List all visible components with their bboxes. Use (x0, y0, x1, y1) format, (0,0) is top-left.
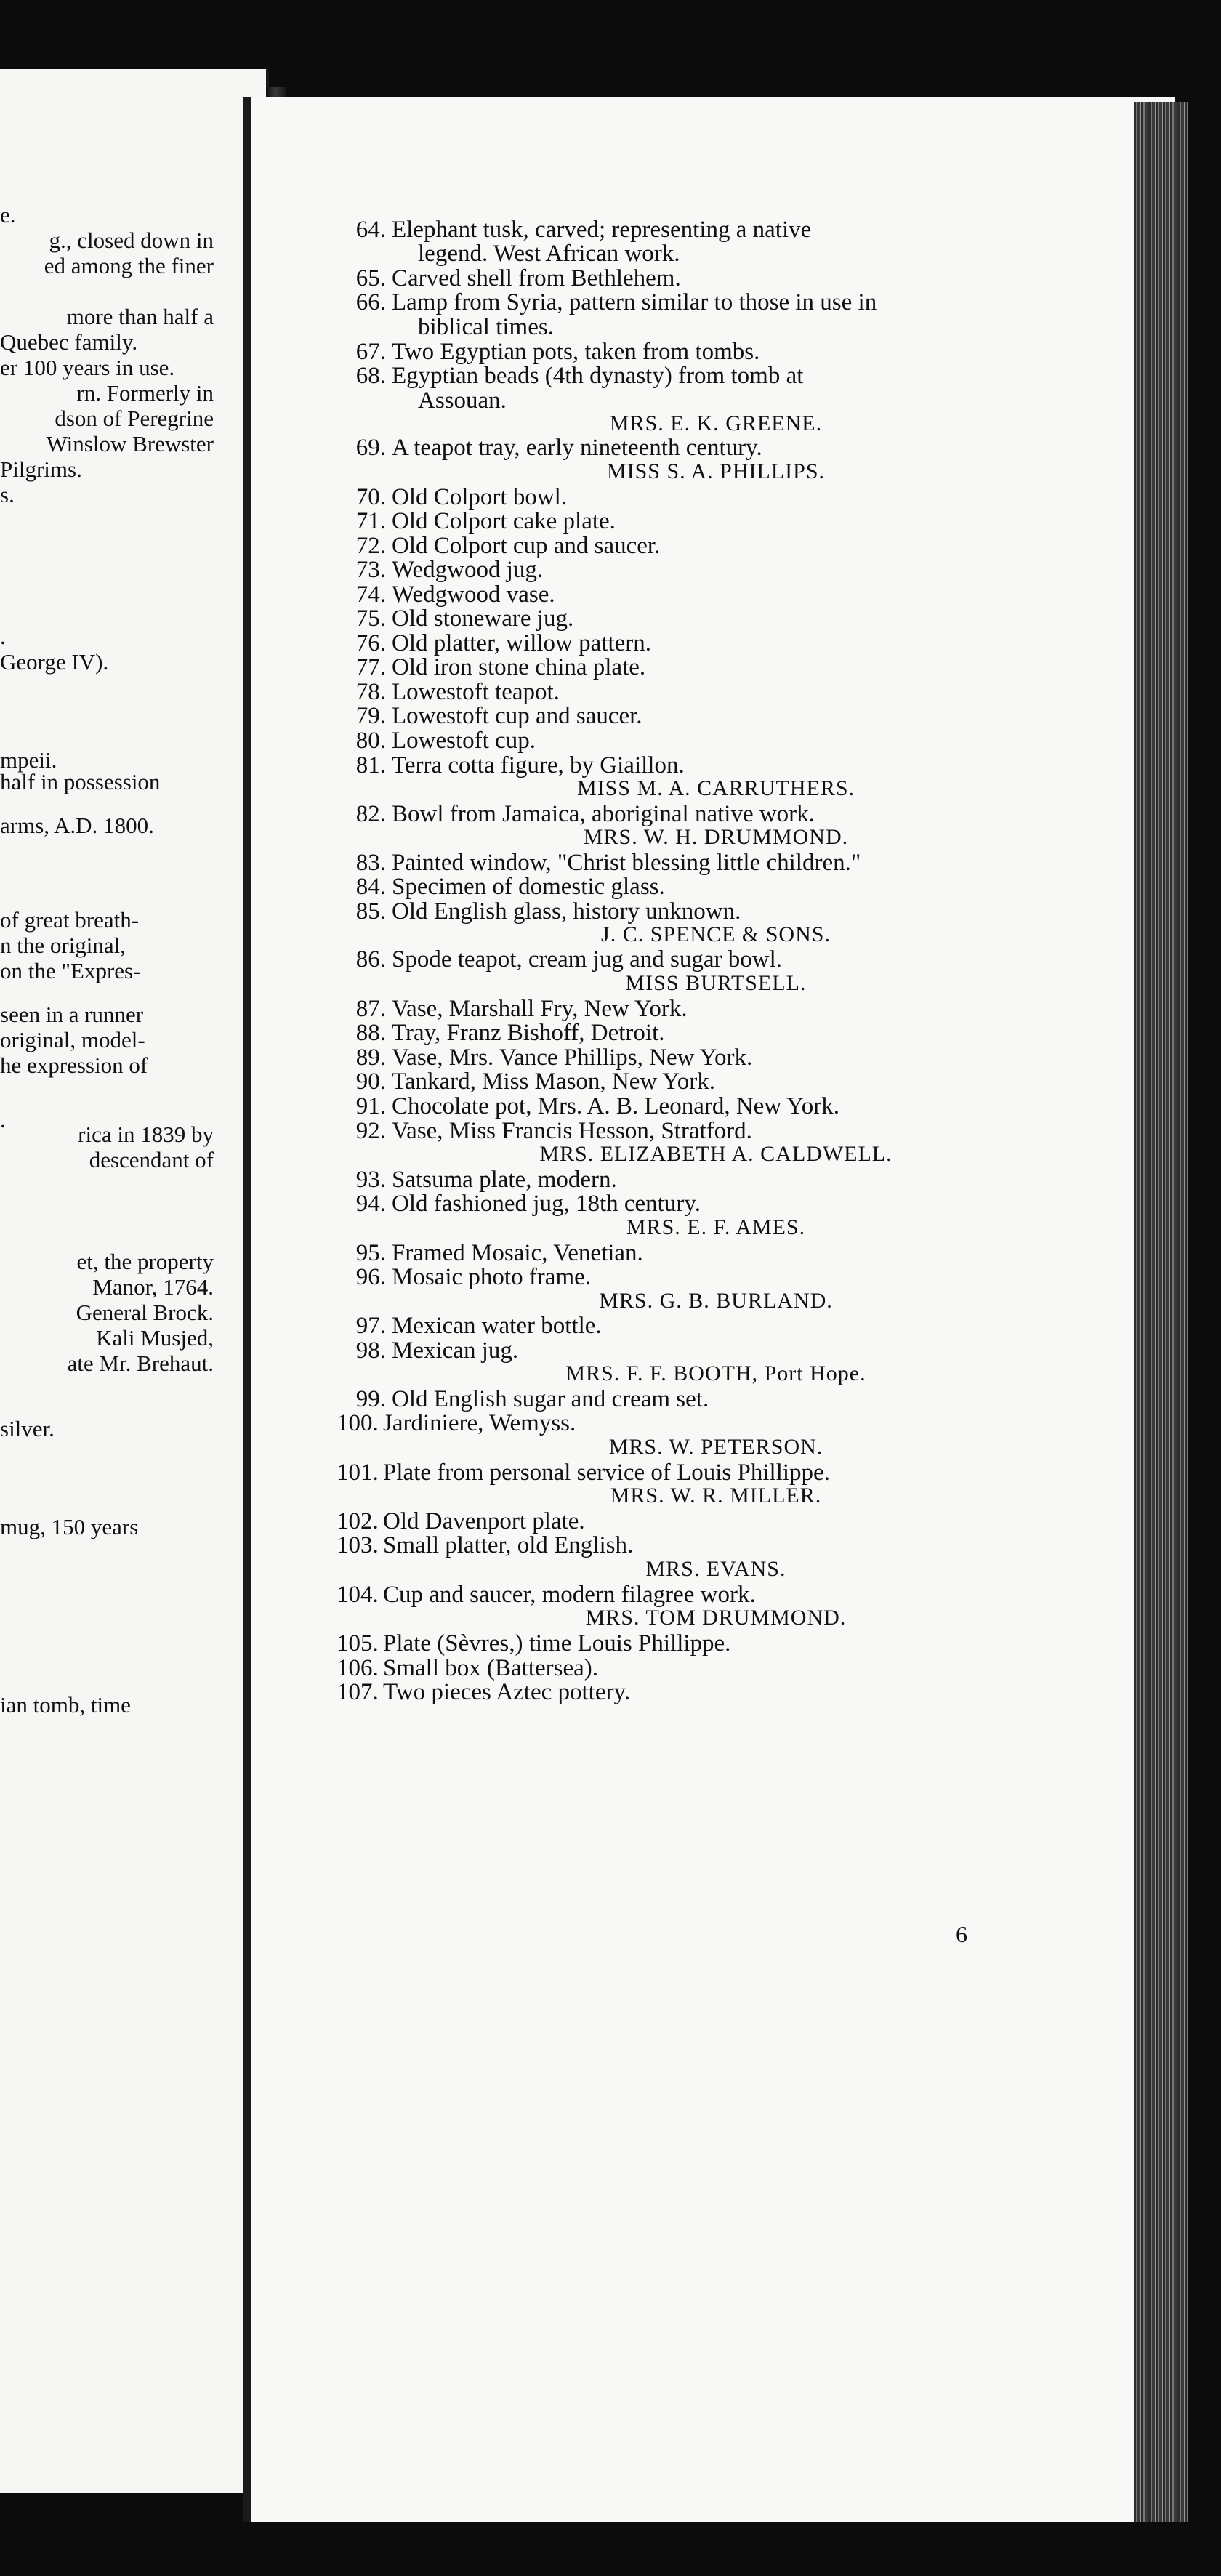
entry-text: Two pieces Aztec pottery. (383, 1679, 631, 1705)
entry-number: 95. (355, 1240, 386, 1266)
entry-number: 78. (355, 679, 386, 705)
donor-name: MRS. G. B. BURLAND. (599, 1289, 833, 1313)
catalogue-entry (345, 1119, 752, 1143)
left-page-text-line: half in possession (0, 769, 161, 794)
entry-text: A teapot tray, early nineteenth century. (392, 435, 762, 461)
entry-text: Vase, Miss Francis Hesson, Stratford. (392, 1118, 752, 1144)
left-page-text-line: e. (0, 202, 16, 228)
donor-name: MRS. ELIZABETH A. CALDWELL. (539, 1142, 892, 1166)
entry-text: Small platter, old English. (383, 1532, 634, 1558)
left-page-text-line: Manor, 1764. (92, 1274, 214, 1300)
entry-text: Assouan. (418, 387, 507, 414)
donor-name: MISS M. A. CARRUTHERS. (576, 776, 855, 800)
donor-name: J. C. SPENCE & SONS. (601, 922, 831, 946)
catalogue-entry (345, 364, 803, 388)
entry-number: 101. (337, 1460, 379, 1486)
entry-number: 69. (355, 435, 386, 461)
entry-number: 90. (355, 1068, 386, 1095)
entry-text: Specimen of domestic glass. (392, 874, 665, 900)
entry-number: 82. (355, 801, 386, 827)
catalogue-entry (345, 1095, 839, 1119)
entry-text: Old Colport cake plate. (392, 508, 616, 534)
left-page-text-line: . (0, 1107, 6, 1132)
entry-text: Lamp from Syria, pattern similar to those in use in (392, 289, 877, 315)
entry-number: 94. (355, 1191, 386, 1217)
left-page-text-line: mug, 150 years (0, 1514, 139, 1539)
entry-number: 106. (337, 1655, 379, 1681)
entry-text: Tankard, Miss Mason, New York. (392, 1068, 716, 1095)
entry-text: biblical times. (418, 314, 554, 340)
entry-number: 64. (355, 217, 386, 243)
left-page-text-line: n the original, (0, 933, 126, 958)
catalogue-entry (345, 1192, 701, 1216)
catalogue-entry (345, 1339, 518, 1363)
left-page-text-line: he expression of (0, 1052, 148, 1078)
entry-text: Plate (Sèvres,) time Louis Phillippe. (383, 1630, 731, 1657)
entry-number: 86. (355, 946, 386, 973)
catalogue-entry-continuation (345, 315, 554, 339)
entry-number: 75. (355, 605, 386, 632)
entry-text: Mexican water bottle. (392, 1313, 602, 1339)
catalogue-entry (345, 680, 560, 704)
entry-text: Elephant tusk, carved; representing a native (392, 217, 812, 243)
entry-text: Mosaic photo frame. (392, 1264, 592, 1290)
entry-number: 89. (355, 1045, 386, 1071)
entry-text: Cup and saucer, modern filagree work. (383, 1582, 756, 1608)
catalogue-entry (345, 486, 567, 510)
entry-text: Vase, Marshall Fry, New York. (392, 996, 688, 1022)
left-page-text-line: of great breath- (0, 907, 140, 933)
entry-number: 71. (355, 508, 386, 534)
catalogue-entry (345, 558, 543, 582)
catalogue-entry (337, 1461, 830, 1485)
entry-text: Two Egyptian pots, taken from tombs. (392, 339, 760, 365)
entry-text: Wedgwood jug. (392, 557, 544, 583)
left-page-text-line: s. (0, 482, 15, 507)
entry-text: Lowestoft cup. (392, 728, 536, 754)
entry-number: 80. (355, 728, 386, 754)
entry-text: Terra cotta figure, by Giaillon. (392, 752, 685, 778)
donor-name: MRS. E. F. AMES. (626, 1215, 806, 1239)
catalogue-entry (337, 1510, 585, 1534)
entry-text: Jardiniere, Wemyss. (383, 1410, 576, 1436)
donor-name: MISS BURTSELL. (625, 971, 807, 995)
left-page-text-line: ian tomb, time (0, 1692, 131, 1718)
entry-number: 65. (355, 265, 386, 291)
entry-number: 102. (337, 1508, 379, 1534)
entry-number: 107. (337, 1679, 379, 1705)
entry-text: Old fashioned jug, 18th century. (392, 1191, 701, 1217)
catalogue-entry (345, 436, 762, 460)
entry-text: Chocolate pot, Mrs. A. B. Leonard, New York. (392, 1093, 839, 1119)
catalogue-entry (345, 267, 681, 291)
entry-number: 103. (337, 1532, 379, 1558)
entry-number: 96. (355, 1264, 386, 1290)
catalogue-entry (345, 729, 536, 753)
entry-number: 97. (355, 1313, 386, 1339)
entry-text: Satsuma plate, modern. (392, 1167, 617, 1193)
donor-name: MRS. F. F. BOOTH, Port Hope. (565, 1361, 866, 1385)
entry-number: 105. (337, 1630, 379, 1657)
page-edge (1134, 102, 1188, 2522)
page-number: 6 (956, 1921, 967, 1947)
entry-number: 73. (355, 557, 386, 583)
left-page-text-line: rica in 1839 by (78, 1122, 214, 1147)
left-page-text-line: Winslow Brewster (46, 431, 214, 456)
catalogue-entry (345, 851, 861, 875)
entry-number: 92. (355, 1118, 386, 1144)
entry-text: Carved shell from Bethlehem. (392, 265, 681, 291)
catalogue-entry (337, 1681, 630, 1704)
catalogue-entry (337, 1583, 756, 1607)
left-page (0, 69, 269, 2493)
entry-text: Lowestoft teapot. (392, 679, 560, 705)
catalogue-entry (345, 1388, 709, 1412)
left-page-text-line: more than half a (66, 304, 214, 329)
entry-text: Lowestoft cup and saucer. (392, 703, 642, 729)
entry-number: 98. (355, 1337, 386, 1364)
entry-number: 104. (337, 1582, 379, 1608)
left-page-text-line: et, the property (76, 1249, 214, 1274)
entry-text: Old English glass, history unknown. (392, 898, 741, 925)
entry-number: 77. (355, 654, 386, 680)
catalogue-entry (345, 607, 573, 631)
entry-number: 91. (355, 1093, 386, 1119)
entry-text: Tray, Franz Bishoff, Detroit. (392, 1020, 665, 1046)
left-page-text-line: Kali Musjed, (96, 1325, 214, 1351)
left-page-text-line: Quebec family. (0, 329, 138, 355)
catalogue-entry (345, 1070, 715, 1094)
entry-number: 66. (355, 289, 386, 315)
left-page-text-line: ed among the finer (44, 253, 214, 278)
right-page (243, 97, 1175, 2522)
donor-name: MRS. E. K. GREENE. (609, 411, 823, 435)
entry-text: Egyptian beads (4th dynasty) from tomb at (392, 363, 804, 389)
entry-number: 70. (355, 484, 386, 510)
entry-number: 74. (355, 581, 386, 608)
entry-text: Old Davenport plate. (383, 1508, 585, 1534)
left-page-text-line: rn. Formerly in (76, 380, 214, 406)
left-page-text-line: Pilgrims. (0, 456, 82, 482)
left-page-text-line: original, model- (0, 1027, 145, 1052)
entry-text: Spode teapot, cream jug and sugar bowl. (392, 946, 783, 973)
catalogue-entry (345, 875, 665, 899)
catalogue-entry (345, 997, 688, 1021)
catalogue-entry (345, 534, 660, 558)
entry-text: Plate from personal service of Louis Phillippe. (383, 1460, 830, 1486)
left-page-text-line: General Brock. (76, 1300, 214, 1325)
donor-name: MRS. W. H. DRUMMOND. (583, 825, 849, 849)
catalogue-entry (337, 1632, 730, 1656)
entry-text: Mexican jug. (392, 1337, 519, 1364)
entry-text: Old English sugar and cream set. (392, 1386, 709, 1412)
entry-text: Wedgwood vase. (392, 581, 555, 608)
donor-name: MRS. W. R. MILLER. (610, 1484, 822, 1508)
left-page-text-line: dson of Peregrine (55, 406, 214, 431)
catalogue-entry (345, 291, 877, 315)
entry-number: 76. (355, 630, 386, 656)
entry-number: 68. (355, 363, 386, 389)
left-page-text-line: George IV). (0, 649, 109, 675)
catalogue-entry (337, 1412, 576, 1436)
catalogue-entry (345, 632, 651, 656)
catalogue-entry (345, 1265, 591, 1289)
entry-text: Old Colport bowl. (392, 484, 568, 510)
entry-number: 79. (355, 703, 386, 729)
entry-number: 67. (355, 339, 386, 365)
entry-text: Painted window, "Christ blessing little children." (392, 850, 861, 876)
catalogue-entry (345, 948, 782, 972)
catalogue-entry (337, 1534, 633, 1558)
entry-text: Old platter, willow pattern. (392, 630, 652, 656)
entry-number: 84. (355, 874, 386, 900)
entry-text: Framed Mosaic, Venetian. (392, 1240, 643, 1266)
entry-number: 88. (355, 1020, 386, 1046)
entry-number: 100. (337, 1410, 379, 1436)
entry-number: 93. (355, 1167, 386, 1193)
left-page-text-line: arms, A.D. 1800. (0, 813, 154, 838)
entry-text: Small box (Battersea). (383, 1655, 599, 1681)
donor-name: MISS S. A. PHILLIPS. (606, 459, 826, 483)
catalogue-entry (345, 802, 815, 826)
donor-name: MRS. EVANS. (645, 1557, 786, 1581)
entry-text: Old stoneware jug. (392, 605, 574, 632)
left-page-text-line: descendant of (89, 1147, 214, 1172)
catalogue-entry (345, 1021, 665, 1045)
entry-number: 87. (355, 996, 386, 1022)
left-page-text-line: . (0, 624, 6, 649)
left-page-text-line: er 100 years in use. (0, 355, 175, 380)
entry-text: Old Colport cup and saucer. (392, 533, 661, 559)
left-page-text-line: ate Mr. Brehaut. (67, 1351, 214, 1376)
catalogue-entry (345, 583, 555, 607)
entry-text: Vase, Mrs. Vance Phillips, New York. (392, 1045, 753, 1071)
catalogue-entry (345, 754, 685, 778)
left-page-text-line: seen in a runner (0, 1002, 144, 1027)
catalogue-entry (345, 900, 741, 924)
left-page-text-line: silver. (0, 1416, 55, 1441)
catalogue-entry (345, 1046, 752, 1070)
donor-name: MRS. TOM DRUMMOND. (585, 1606, 847, 1630)
catalogue-entry (345, 1314, 602, 1338)
entry-text: legend. West African work. (418, 241, 680, 267)
left-page-text-line: g., closed down in (49, 228, 214, 253)
catalogue-entry (345, 218, 811, 242)
catalogue-entry (345, 656, 645, 680)
catalogue-entry (345, 340, 759, 364)
entry-text: Bowl from Jamaica, aboriginal native work. (392, 801, 815, 827)
catalogue-entry (345, 1241, 643, 1265)
left-page-text-line: mpeii. (0, 747, 57, 773)
entry-number: 99. (355, 1386, 386, 1412)
catalogue-entry (345, 1168, 617, 1192)
catalogue-entry (345, 704, 642, 728)
left-page-text-line: on the "Expres- (0, 958, 141, 983)
catalogue-entry (345, 510, 616, 534)
donor-name: MRS. W. PETERSON. (608, 1435, 823, 1459)
catalogue-entry-continuation (345, 389, 507, 413)
catalogue-entry-continuation (345, 242, 680, 266)
entry-text: Old iron stone china plate. (392, 654, 646, 680)
entry-number: 81. (355, 752, 386, 778)
entry-number: 83. (355, 850, 386, 876)
entry-number: 72. (355, 533, 386, 559)
catalogue-entry (337, 1657, 598, 1681)
entry-number: 85. (355, 898, 386, 925)
